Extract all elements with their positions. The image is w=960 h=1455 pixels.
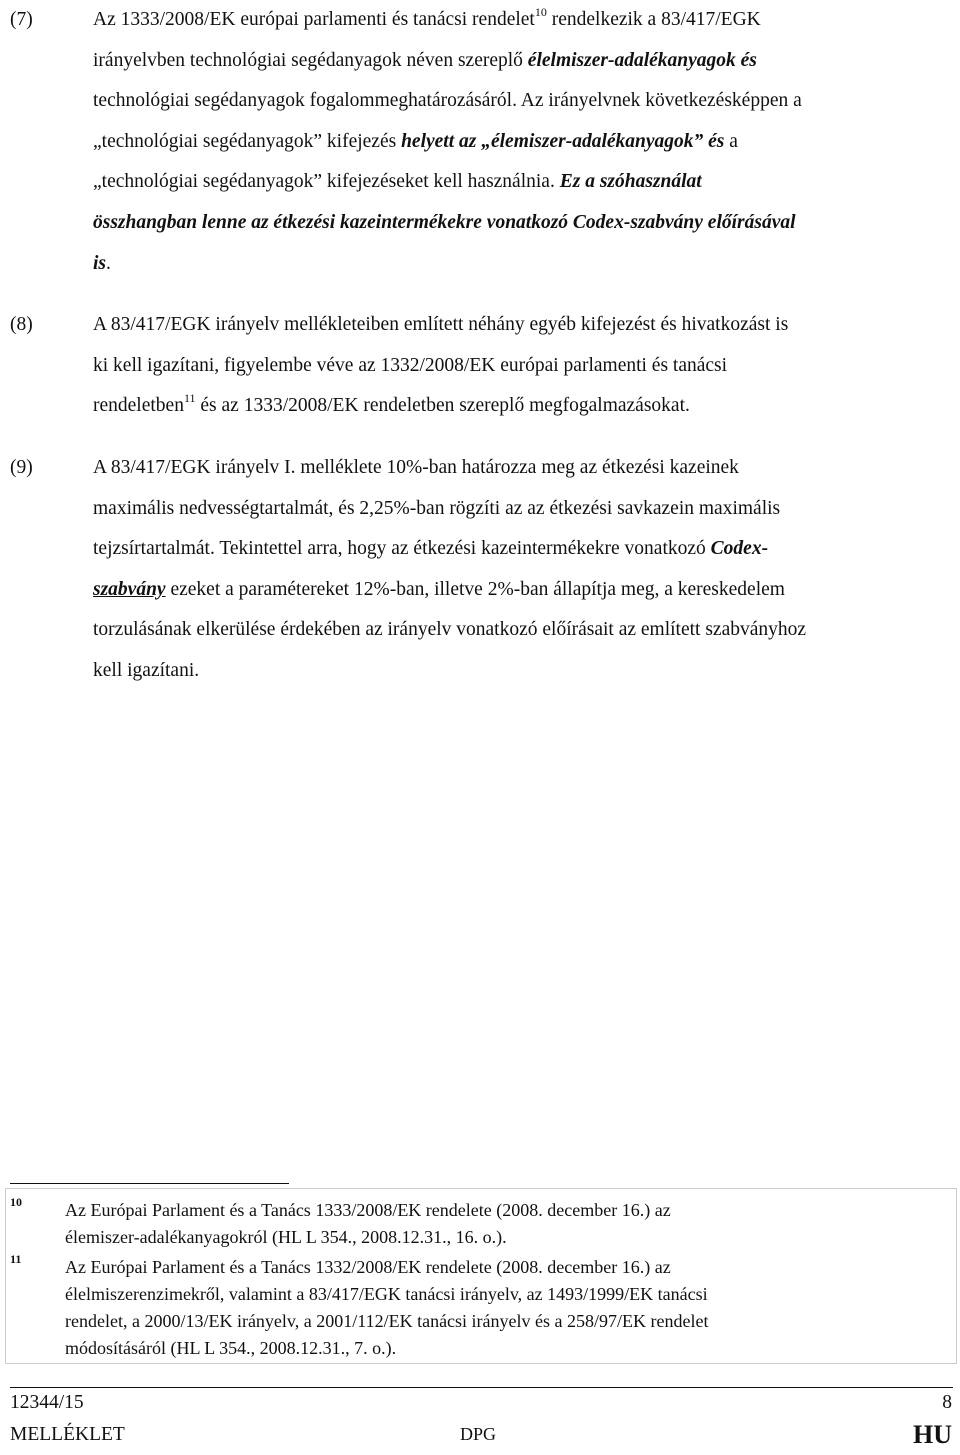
- paragraph-line: [93, 81, 802, 122]
- paragraph-line: [93, 651, 199, 692]
- text-run: is: [93, 252, 107, 274]
- paragraph-line: [93, 386, 690, 427]
- paragraph-line: [93, 203, 796, 244]
- footnote-reference: 11: [183, 391, 196, 406]
- paragraph-line: [93, 244, 111, 285]
- text-run: helyett az „élemiszer-adalékanyagok” és: [401, 130, 725, 152]
- paragraph-line: [93, 346, 727, 387]
- paragraph-line: [93, 122, 738, 163]
- paragraph-number: (9): [10, 457, 33, 478]
- footer-annex-label: MELLÉKLET: [10, 1424, 125, 1445]
- text-run: kell igazítani.: [93, 660, 200, 681]
- text-run: maximális nedvességtartalmát, és 2,25%-ban rögzíti az az étkezési savkazein maximális: [93, 497, 781, 519]
- footnote-number: 10: [10, 1195, 22, 1209]
- text-run: Codex-: [710, 538, 769, 560]
- footnote-line: Az Európai Parlament és a Tanács 1332/2008/EK rendelete (2008. december 16.) az: [65, 1257, 671, 1277]
- text-run: ezeket a paramétereket 12%-ban, illetve 2%-ban állapítja meg, a kereskedelem: [165, 578, 785, 600]
- paragraph-line: [93, 529, 768, 570]
- text-run: tejzsírtartalmát. Tekintettel arra, hogy az étkezési kazeintermékekre vonatkozó: [93, 538, 711, 560]
- paragraph-line: [93, 41, 757, 82]
- footnote-line: élemiszer-adalékanyagokról (HL L 354., 2008.12.31., 16. o.).: [65, 1227, 507, 1247]
- footnote-line: rendelet, a 2000/13/EK irányelv, a 2001/112/EK tanácsi irányelv és a 258/97/EK rendelet: [65, 1311, 709, 1331]
- paragraph-line: [93, 0, 761, 41]
- text-run: összhangban lenne az étkezési kazeintermékekre vonatkozó Codex-szabvány előírásával: [93, 212, 796, 233]
- text-run: Az 1333/2008/EK európai parlamenti és tanácsi rendelet: [93, 9, 535, 30]
- footer-language: HU: [913, 1420, 952, 1449]
- footnote-separator: [10, 1183, 289, 1184]
- text-run: A 83/417/EGK irányelv mellékleteiben említett néhány egyéb kifejezést és hivatkozást is: [93, 314, 789, 335]
- paragraph-line: [93, 305, 788, 346]
- text-run: rendelkezik a 83/417/EGK: [546, 9, 761, 30]
- text-run: torzulásának elkerülése érdekében az irányelv vonatkozó előírásait az említett szabványhoz: [93, 619, 807, 641]
- text-run: a: [724, 130, 738, 152]
- text-run: Ez a szóhasználat: [559, 171, 702, 193]
- footnote-line: Az Európai Parlament és a Tanács 1333/2008/EK rendelete (2008. december 16.) az: [65, 1200, 671, 1220]
- text-run: technológiai segédanyagok fogalommeghatározásáról. Az irányelvnek következésképpen a: [93, 90, 802, 112]
- text-run: és az 1333/2008/EK rendeletben szereplő megfogalmazásokat.: [195, 395, 690, 417]
- footnote-line: módosításáról (HL L 354., 2008.12.31., 7. o.).: [65, 1338, 397, 1358]
- paragraph-line: [93, 570, 785, 611]
- text-run: „technológiai segédanyagok” kifejezéseket kell használnia.: [93, 171, 560, 193]
- text-run: szabvány: [93, 578, 166, 600]
- paragraph-line: [93, 162, 702, 203]
- text-run: ki kell igazítani, figyelembe véve az 1332/2008/EK európai parlamenti és tanácsi: [93, 354, 728, 376]
- text-run: „technológiai segédanyagok” kifejezés: [93, 130, 402, 152]
- text-run: rendeletben: [93, 395, 184, 417]
- footnote-number: 11: [10, 1252, 22, 1266]
- footer-doc-number: 12344/15: [10, 1392, 84, 1413]
- paragraph-line: [93, 448, 739, 489]
- footnote-reference: 10: [534, 5, 547, 19]
- paragraph-number: (8): [10, 314, 33, 335]
- footer-dept: DPG: [460, 1424, 497, 1444]
- footnote-line: élelmiszerenzimekről, valamint a 83/417/EGK tanácsi irányelv, az 1493/1999/EK tanácsi: [65, 1284, 708, 1304]
- footer-separator: [10, 1387, 953, 1388]
- text-run: irányelvben technológiai segédanyagok néven szereplő: [93, 49, 528, 71]
- text-run: .: [106, 252, 111, 274]
- text-run: A 83/417/EGK irányelv I. melléklete 10%-ban határozza meg az étkezési kazeinek: [93, 457, 739, 478]
- text-run: élelmiszer-adalékanyagok és: [527, 49, 757, 71]
- paragraph-line: [93, 489, 780, 530]
- paragraph-line: [93, 610, 806, 651]
- footer-page-number: 8: [942, 1392, 952, 1413]
- paragraph-number: (7): [10, 9, 33, 30]
